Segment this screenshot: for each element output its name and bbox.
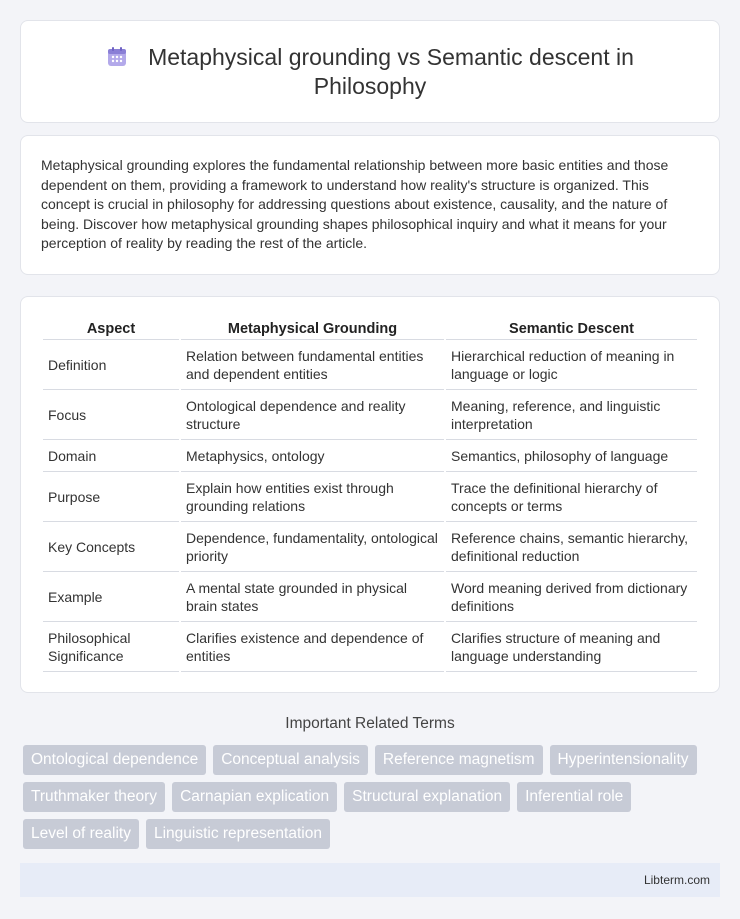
table-row [43,472,697,522]
row-semantic: Meaning, reference, and linguistic interpretation [446,390,697,440]
row-metaphysical: Relation between fundamental entities and dependent entities [181,340,444,390]
tag-structural-explanation[interactable]: Structural explanation [344,782,510,812]
related-terms-section [20,715,720,849]
row-aspect: Philosophical Significance [43,622,179,672]
table-row [43,572,697,622]
comparison-table [41,319,699,672]
tag-ontological-dependence[interactable]: Ontological dependence [23,745,206,775]
row-semantic: Semantics, philosophy of language [446,440,697,472]
row-aspect: Definition [43,340,179,390]
tag-carnapian-explication[interactable]: Carnapian explication [172,782,337,812]
page-title-wrap [61,43,679,101]
row-metaphysical: Ontological dependence and reality structure [181,390,444,440]
page-title: Metaphysical grounding vs Semantic descent in Philosophy [148,43,634,99]
related-terms-title: Important Related Terms [285,714,455,732]
related-terms-tags [20,745,720,849]
tag-inferential-role[interactable]: Inferential role [517,782,631,812]
table-row [43,390,697,440]
row-semantic: Word meaning derived from dictionary definitions [446,572,697,622]
title-card [20,20,720,123]
table-row [43,522,697,572]
table-row [43,340,697,390]
row-aspect: Key Concepts [43,522,179,572]
row-semantic: Hierarchical reduction of meaning in language or logic [446,340,697,390]
tag-truthmaker-theory[interactable]: Truthmaker theory [23,782,165,812]
header-metaphysical-grounding: Metaphysical Grounding [181,319,444,340]
table-row [43,440,697,472]
header-semantic-descent: Semantic Descent [446,319,697,340]
row-aspect: Focus [43,390,179,440]
row-aspect: Example [43,572,179,622]
tag-reference-magnetism[interactable]: Reference magnetism [375,745,543,775]
intro-card [20,135,720,275]
tag-conceptual-analysis[interactable]: Conceptual analysis [213,745,368,775]
row-metaphysical: Clarifies existence and dependence of entities [181,622,444,672]
tag-hyperintensionality[interactable]: Hyperintensionality [550,745,697,775]
row-aspect: Purpose [43,472,179,522]
calendar-icon [106,46,128,68]
row-aspect: Domain [43,440,179,472]
table-row [43,622,697,672]
table-header-row [43,319,697,340]
row-semantic: Clarifies structure of meaning and language understanding [446,622,697,672]
tag-linguistic-representation[interactable]: Linguistic representation [146,819,330,849]
footer-brand-link[interactable]: Libterm.com [643,872,710,887]
tag-level-of-reality[interactable]: Level of reality [23,819,139,849]
row-metaphysical: Explain how entities exist through grounding relations [181,472,444,522]
row-metaphysical: Dependence, fundamentality, ontological priority [181,522,444,572]
row-semantic: Trace the definitional hierarchy of concepts or terms [446,472,697,522]
header-aspect: Aspect [43,319,179,340]
row-metaphysical: Metaphysics, ontology [181,440,444,472]
row-metaphysical: A mental state grounded in physical brain states [181,572,444,622]
row-semantic: Reference chains, semantic hierarchy, definitional reduction [446,522,697,572]
comparison-card [20,296,720,693]
intro-text: Metaphysical grounding explores the fundamental relationship between more basic entities and those dependent on them, providing a framework to understand how reality's structure is organized. This concept is crucial in philosophy for addressing questions about existence, causality, and the nature of being. Discover how metaphysical grounding shapes philosophical inquiry and what it means for your perception of reality by reading the rest of the article. [41,157,669,251]
footer [20,863,720,897]
